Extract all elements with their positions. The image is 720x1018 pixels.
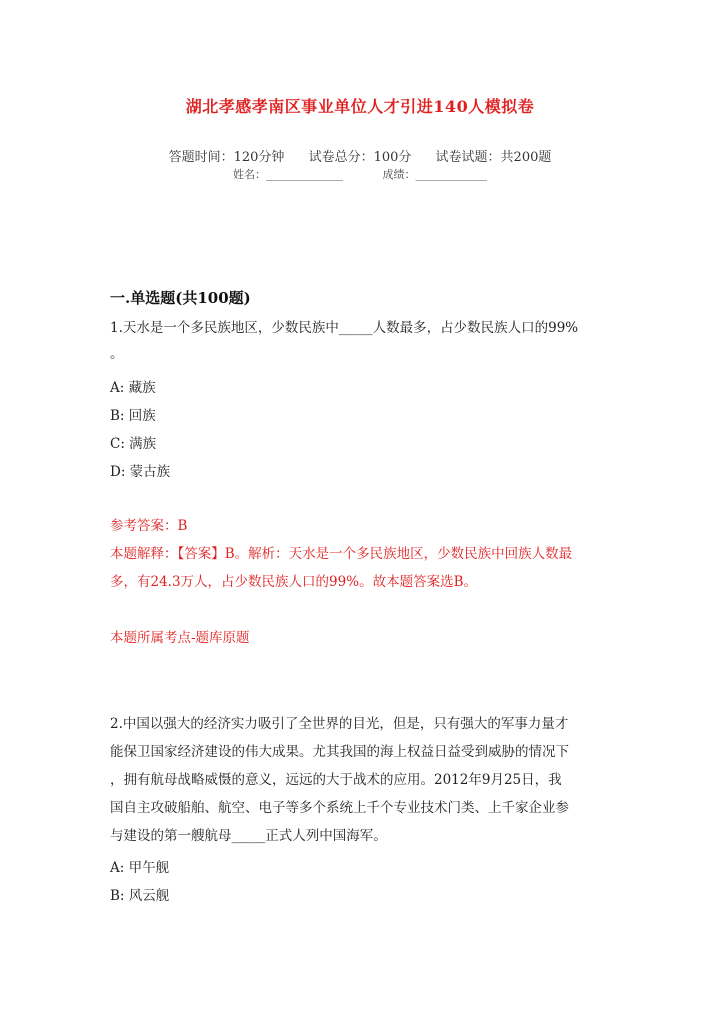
question-2-option-a: A: 甲午舰 [110, 860, 170, 876]
question-1-option-b: B: 回族 [110, 408, 156, 424]
exam-question-count: 试卷试题：共200题 [435, 150, 552, 165]
exam-meta [0, 146, 720, 165]
question-1-source: 本题所属考点-题库原题 [110, 630, 250, 646]
question-2-stem-line-3: ，拥有航母战略威慑的意义，远远的大于战术的应用。2012年9月25日，我 [110, 772, 562, 788]
exam-time: 答题时间：120分钟 [168, 150, 285, 165]
exam-title: 湖北孝感孝南区事业单位人才引进140人模拟卷 [185, 97, 535, 116]
question-2-stem-line-5: 与建设的第一艘航母_____正式人列中国海军。 [110, 828, 387, 844]
question-1-option-c: C: 满族 [110, 436, 157, 452]
question-1-stem-line-1: 1.天水是一个多民族地区，少数民族中_____人数最多，占少数民族人口的99% [110, 320, 579, 336]
exam-candidate-info [0, 166, 720, 182]
score-field: 成绩：_____________ [382, 168, 487, 181]
question-2-stem-line-4: 国自主攻破船舶、航空、电子等多个系统上千个专业技术门类、上千家企业参 [110, 800, 569, 816]
question-2-option-b: B: 风云舰 [110, 888, 170, 904]
question-1-explanation-line-2: 多，有24.3万人，占少数民族人口的99%。故本题答案选B。 [110, 574, 477, 590]
question-1-stem-line-2: 。 [110, 346, 124, 362]
question-2-stem-line-1: 2.中国以强大的经济实力吸引了全世界的目光，但是，只有强大的军事力量才 [110, 716, 569, 732]
question-1-explanation-line-1: 本题解释：【答案】B。解析：天水是一个多民族地区，少数民族中回族人数最 [110, 546, 573, 562]
question-1-option-a: A: 藏族 [110, 380, 156, 396]
question-1-answer: 参考答案：B [110, 518, 188, 534]
question-2-stem-line-2: 能保卫国家经济建设的伟大成果。尤其我国的海上权益日益受到威胁的情况下 [110, 744, 569, 760]
question-1-option-d: D: 蒙古族 [110, 464, 171, 480]
section-heading: 一.单选题(共100题) [110, 289, 251, 307]
exam-total-score: 试卷总分：100分 [308, 150, 412, 165]
name-field: 姓名：______________ [233, 168, 343, 181]
